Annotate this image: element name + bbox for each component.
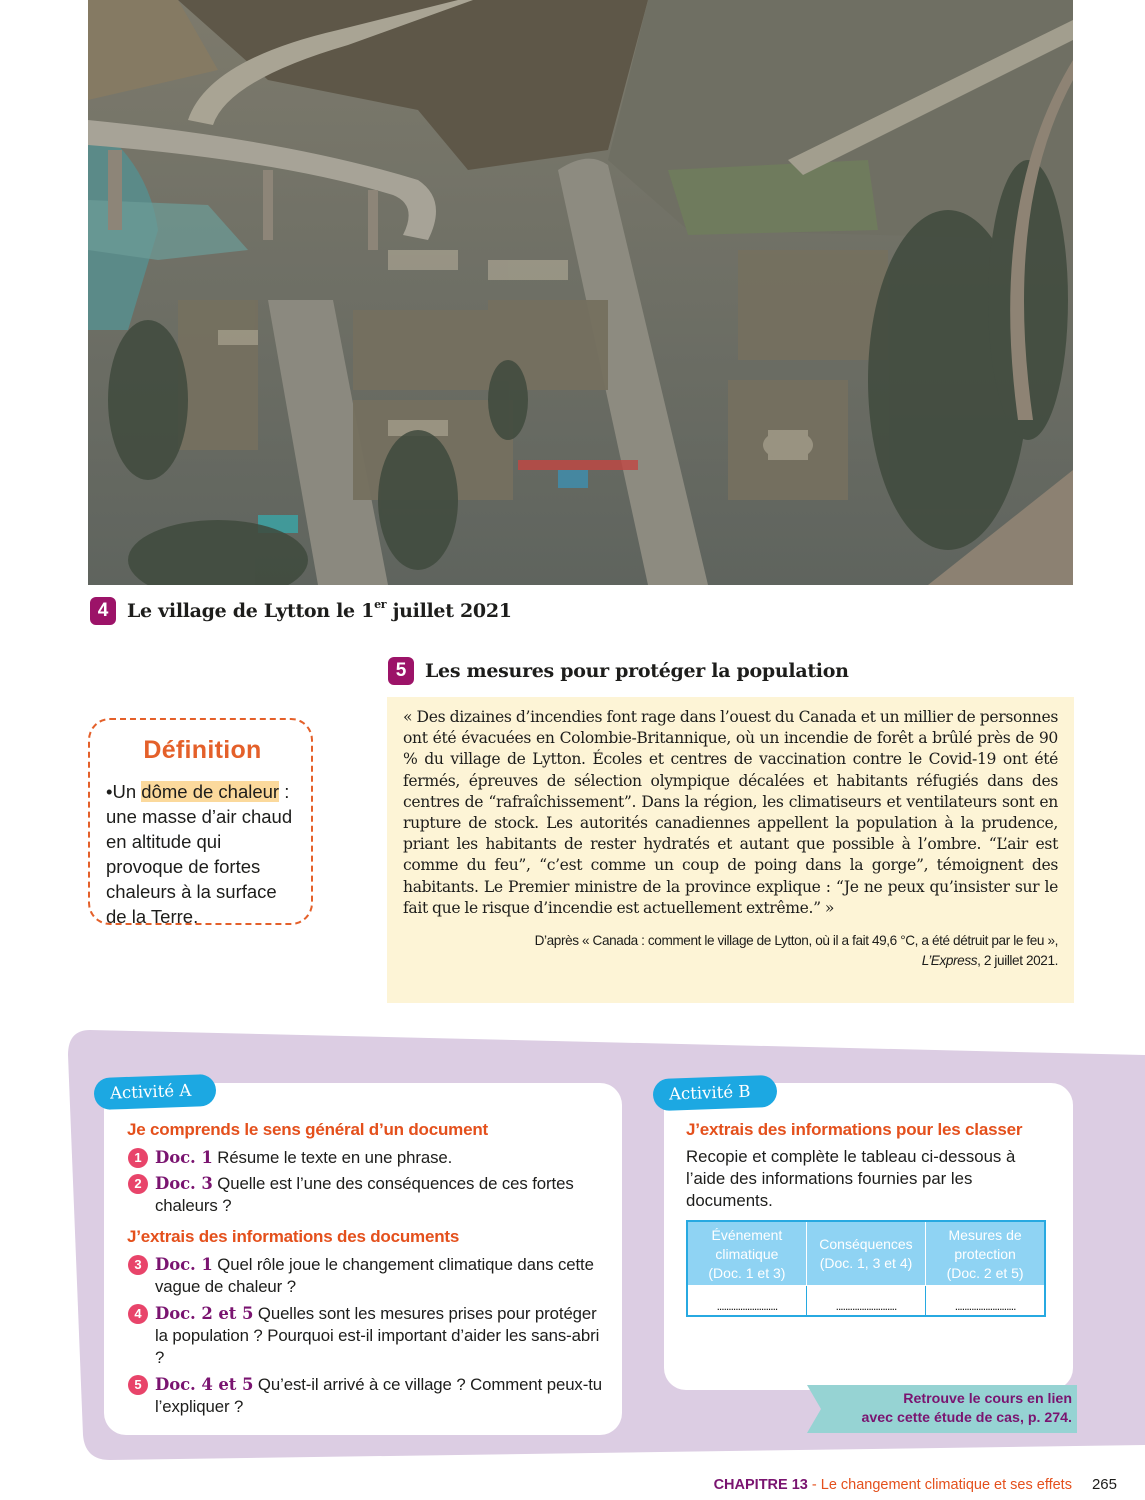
question-2 [128,1173,608,1217]
header-line: protection [954,1245,1016,1262]
definition-title: Définition [143,736,262,764]
question-text: Quelle est l’une des conséquences de ces fortes chaleurs ? [155,1174,574,1215]
question-doc-ref: Doc. 2 et 5 [155,1304,254,1323]
activity-b-instructions: Recopie et complète le tableau ci-dessous à l’aide des informations fournies par les documents. [686,1147,1016,1210]
header-line: Conséquences [819,1236,913,1252]
table-cell-consequences: .......................... [806,1286,925,1317]
table-row [687,1286,1045,1317]
definition-term: dôme de chaleur [141,781,280,802]
question-doc-ref: Doc. 4 et 5 [155,1375,254,1394]
question-4 [128,1303,608,1369]
quote-source [403,931,1058,971]
doc4-title-date: juillet 2021 [386,600,512,622]
question-1 [128,1147,608,1169]
doc4-number-badge: 4 [90,597,116,625]
table-header-protection [926,1221,1045,1286]
table-cell-event: .......................... [687,1286,806,1317]
definition-body [106,779,299,929]
definition-prefix: Un [112,781,142,802]
activity-a-section1-heading: Je comprends le sens général d’un document [127,1120,488,1139]
question-number-badge: 4 [128,1304,148,1324]
source-title: D’après « Canada : comment le village de Lytton, où il a fait 49,6 °C, a été détruit par le feu », [534,933,1058,949]
ribbon-line1: Retrouve le cours en lien [903,1391,1072,1407]
chapter-name: Le changement climatique et ses effets [820,1477,1072,1493]
definition-text: une masse d’air chaud en altitude qui provoque de fortes chaleurs à la surface de la Terre. [106,806,293,927]
page-number: 265 [1091,1476,1117,1493]
ribbon-line2: avec cette étude de cas, p. 274. [861,1410,1072,1426]
question-doc-ref: Doc. 1 [155,1148,213,1167]
question-number-badge: 2 [128,1174,148,1194]
page-footer [714,1476,1117,1493]
doc4-title-text: Le village de Lytton le 1 [127,600,375,622]
doc4-caption [90,597,512,625]
course-link-text [812,1390,1072,1428]
course-link-ribbon[interactable] [807,1385,1077,1435]
definition-colon: : [279,781,290,802]
doc5-caption [388,657,849,685]
table-header-event [687,1221,806,1286]
question-doc-ref: Doc. 1 [155,1255,213,1274]
question-number-badge: 1 [128,1148,148,1168]
source-date: , 2 juillet 2021. [977,953,1058,969]
doc5-number-badge: 5 [388,657,414,685]
header-line: (Doc. 1 et 3) [708,1264,786,1281]
activity-a-section2-heading: J’extrais des informations des documents [127,1227,460,1246]
source-publication: L’Express [921,953,978,969]
activity-b-tab: Activité B [652,1075,777,1111]
question-number-badge: 5 [128,1375,148,1395]
doc4-title [127,600,512,622]
doc5-title: Les mesures pour protéger la population [425,660,849,682]
definition-box [88,718,313,925]
header-line: (Doc. 2 et 5) [946,1264,1024,1281]
table-cell-protection: .......................... [926,1286,1045,1317]
table-header-consequences [806,1221,925,1286]
activity-a-tab: Activité A [93,1074,216,1110]
chapter-label: CHAPITRE 13 [713,1477,808,1493]
header-line: (Doc. 1, 3 et 4) [819,1255,913,1271]
footer-separator: - [807,1477,821,1493]
doc5-quote-box [387,697,1074,1003]
classification-table [686,1220,1046,1317]
question-text: Résume le texte en une phrase. [217,1148,453,1167]
header-line: Mesures de [948,1226,1022,1243]
bullet-icon: • [106,781,113,802]
question-doc-ref: Doc. 3 [155,1174,213,1193]
doc4-title-sup: er [374,598,387,611]
aerial-photo-icon [88,0,1073,585]
question-number-badge: 3 [128,1255,148,1275]
question-5 [128,1374,608,1418]
header-line: Événement [711,1226,783,1243]
lytton-aerial-photo [88,0,1073,585]
header-line: climatique [715,1245,779,1262]
question-text: Quelles sont les mesures prises pour protéger la population ? Pourquoi est-il important d’aider les sans-abri ? [155,1304,600,1367]
question-text: Quel rôle joue le changement climatique dans cette vague de chaleur ? [155,1255,594,1296]
table-header-row [687,1221,1045,1286]
quote-text: « Des dizaines d’incendies font rage dans l’ouest du Canada et un millier de personnes ont été évacuées en Colombie-Britannique, où un incendie de forêt a brûlé près de 90 % du village de Lytton. Écoles et centres de vaccination contre le Covid-19 ont été fermés, épreuves de sélection olympique décalées et habitants réfugiés dans des centres de “rafraîchissement”. Dans la région, les climatiseurs et ventilateurs sont en rupture de stock. Les autorités canadiennes appellent la population à la prudence, priant les habitants de rester hydratés et autant que possible à l’ombre. “L’air est comme du feu”, “c’est comme un coup de poing dans la gorge”, témoignent des habitants. Le Premier ministre de la province explique : “Je ne peux qu’insister sur le fait que le risque d’incendie est actuellement extrême.” » [403,708,1058,917]
activity-b-section-heading: J’extrais des informations pour les classer [686,1120,1023,1139]
question-3 [128,1254,608,1298]
question-text: Qu’est-il arrivé à ce village ? Comment peux-tu l’expliquer ? [155,1375,603,1416]
